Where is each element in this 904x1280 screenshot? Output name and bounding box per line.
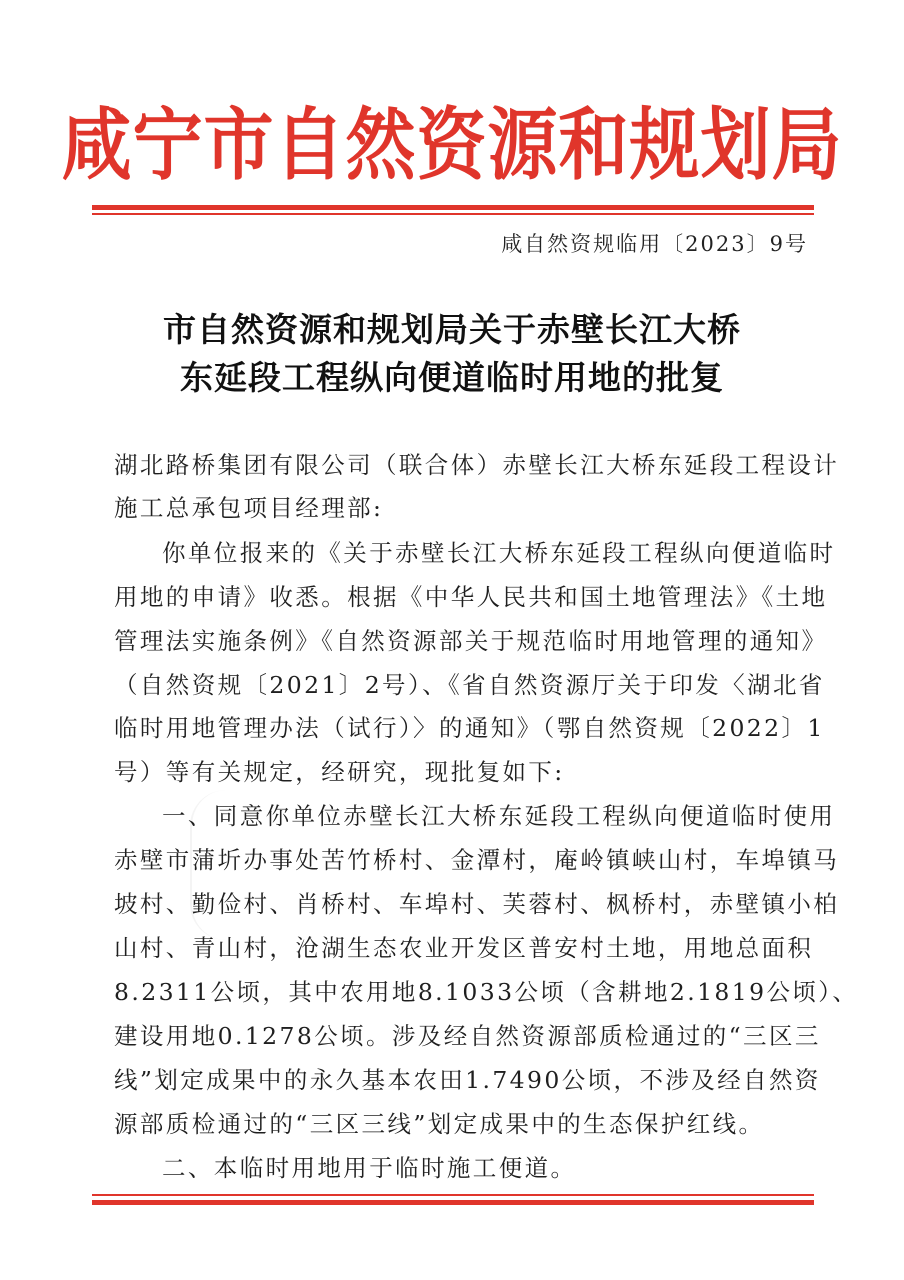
body-line: 建设用地0.1278公顷。涉及经自然资源部质检通过的“三区三	[114, 1022, 821, 1050]
body-line: 湖北路桥集团有限公司（联合体）赤壁长江大桥东延段工程设计	[114, 451, 840, 479]
document-title-line-2: 东延段工程纵向便道临时用地的批复	[180, 358, 724, 397]
body-line: 山村、青山村，沧湖生态农业开发区普安村土地，用地总面积	[114, 934, 814, 962]
body-line: 一、同意你单位赤壁长江大桥东延段工程纵向便道临时使用	[162, 802, 836, 830]
letterhead-rule-thin	[92, 213, 814, 215]
body-line: 8.2311公顷，其中农用地8.1033公顷（含耕地2.1819公顷）、	[114, 978, 859, 1006]
body-line: 二、本临时用地用于临时施工便道。	[162, 1154, 577, 1182]
document-number: 咸自然资规临用〔2023〕9号	[501, 232, 808, 256]
body-line: 管理法实施条例》《自然资源部关于规范临时用地管理的通知》	[114, 627, 828, 655]
document-title-line-1: 市自然资源和规划局关于赤壁长江大桥	[163, 310, 741, 349]
body-line: （自然资规〔2021〕2号）、《省自然资源厅关于印发〈湖北省	[114, 671, 825, 699]
body-line: 坡村、勤俭村、肖桥村、车埠村、芙蓉村、枫桥村，赤壁镇小柏	[114, 890, 840, 918]
letterhead-rule-thick	[92, 205, 814, 210]
body-line: 号）等有关规定，经研究，现批复如下:	[114, 758, 565, 786]
body-line: 线”划定成果中的永久基本农田1.7490公顷，不涉及经自然资	[114, 1066, 821, 1094]
body-line: 赤壁市蒲圻办事处苦竹桥村、金潭村，庵岭镇峡山村，车埠镇马	[114, 846, 840, 874]
body-line: 你单位报来的《关于赤壁长江大桥东延段工程纵向便道临时	[162, 539, 836, 567]
body-line: 用地的申请》收悉。根据《中华人民共和国土地管理法》《土地	[114, 583, 828, 611]
footer-rule-thin	[92, 1194, 814, 1196]
body-line: 临时用地管理办法（试行）〉的通知》（鄂自然资规〔2022〕1	[114, 714, 825, 742]
footer-rule-thick	[92, 1200, 814, 1205]
letterhead-issuer: 咸宁市自然资源和规划局	[61, 99, 843, 191]
body-line: 源部质检通过的“三区三线”划定成果中的生态保护红线。	[114, 1110, 765, 1138]
body-line: 施工总承包项目经理部:	[114, 494, 384, 522]
